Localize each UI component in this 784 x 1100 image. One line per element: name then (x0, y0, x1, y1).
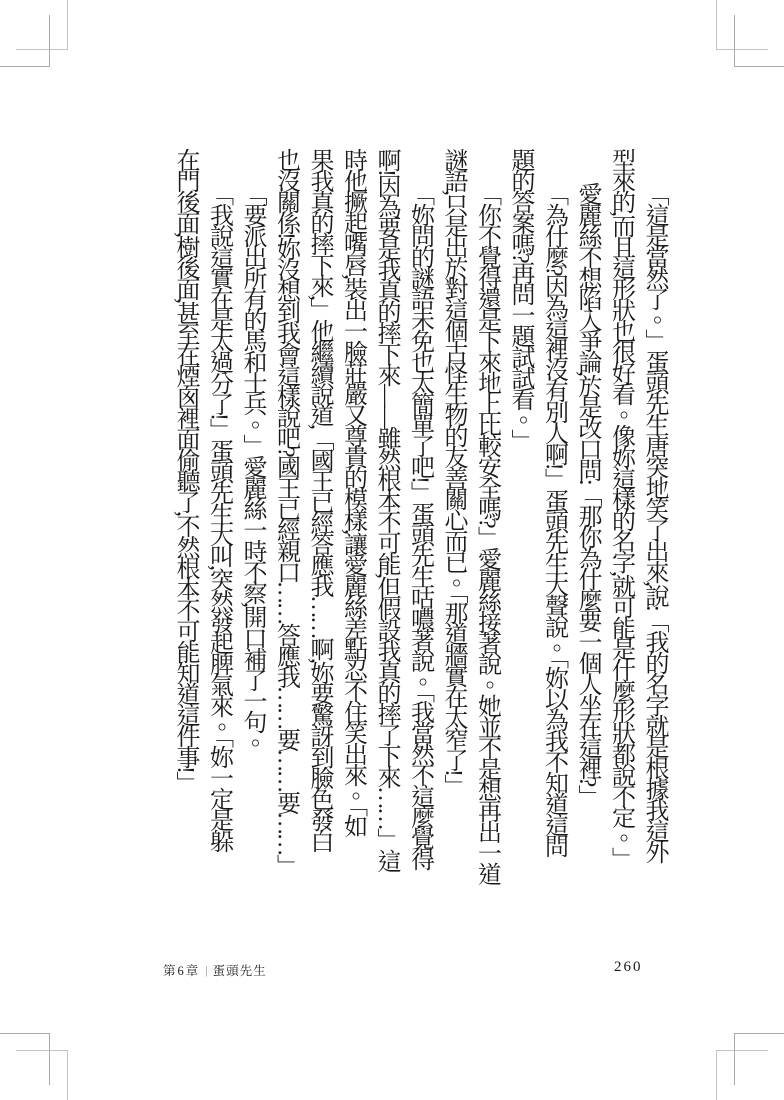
text-column: 啊!因為要是我真的摔下來——雖然根本不可能,但假設我真的摔了下來……」這 (373, 148, 399, 870)
page-text-block (168, 148, 671, 948)
text-column: 「要派出所有的馬和士兵。」愛麗絲一時不察,開口補了一句。 (239, 182, 265, 752)
text-column: 型來的,而且這形狀也很好看。像妳這樣的名字,就可能是什麼形狀都說不定。」 (607, 148, 634, 868)
text-column: 果我真的摔下來,」他繼續說道,「國王已經答應我……啊,妳要驚訝到臉色發白 (306, 148, 332, 850)
text-column: 「為什麼?因為這裡沒有別人啊!」蛋頭先生大聲說。「妳以為我不知道這問 (540, 182, 567, 855)
page-number: 260 (614, 959, 643, 975)
trim-mark-bottom-right-inner (734, 1033, 784, 1085)
chapter-title: 蛋頭先生 (212, 964, 267, 978)
text-column: 「你不覺得還是下來地上比較安全嗎?」愛麗絲接著說。她並不是想再出一道 (473, 182, 500, 883)
text-column: 在門後面,樹後面,甚至在煙囪裡面偷聽了,不然根本不可能知道這件事!」 (172, 148, 198, 792)
text-column: 時他撅起嘴唇,裝出一臉莊嚴又尊貴的模樣,讓愛麗絲差點忍不住笑出來。「如 (339, 148, 366, 835)
footer-separator: | (205, 962, 208, 977)
running-footer (163, 961, 267, 979)
text-column: 愛麗絲不想陷入爭論,於是改口問:「那你為什麼要一個人坐在這裡?」 (574, 182, 600, 806)
text-column: 謎語,只是出於對這個古怪生物的友善關心而已。「那道牆實在太窄了!」 (440, 148, 466, 795)
chapter-label: 第6章 (163, 964, 201, 978)
text-column: 題的答案嗎?再問一題試試看。」 (507, 148, 533, 450)
trim-mark-top-left-inner (0, 15, 50, 67)
text-column: 「這是當然了。」蛋頭先生唐突地笑了出來,說:「我的名字就是根據我這外 (641, 182, 667, 861)
trim-mark-top-right-inner (734, 15, 784, 67)
text-column: 「我說這實在是太過分了!」蛋頭先生大叫,突然發起脾氣來。「妳一定是躲 (205, 182, 232, 850)
trim-mark-bottom-left-inner (0, 1033, 50, 1085)
text-column: 也沒關係!妳沒想到我會這樣說吧?國王已經親口……答應我……要……要……」 (272, 148, 299, 875)
text-column: 「妳問的謎語未免也太簡單了吧!」蛋頭先生咕噥著說。「我當然不這麼覺得 (406, 182, 433, 868)
